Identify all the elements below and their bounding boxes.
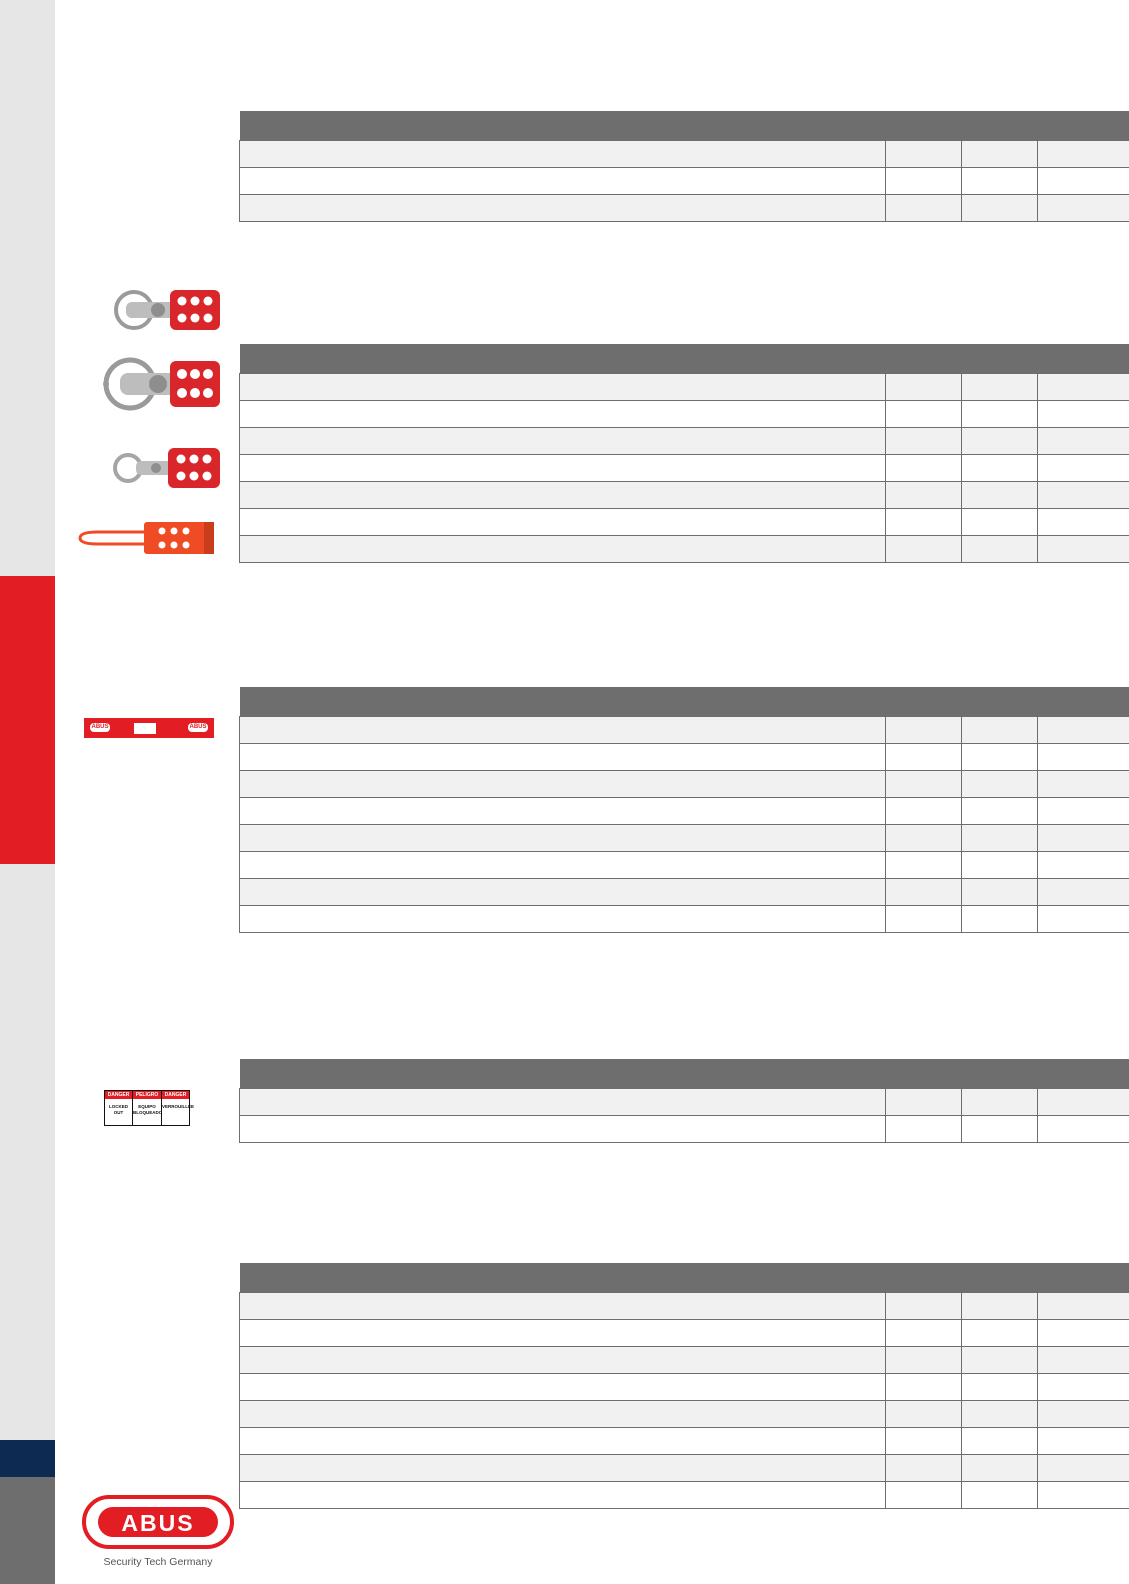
sidebar-page-marker — [0, 1440, 55, 1477]
brand-mark-left: ABUS — [91, 724, 109, 730]
spec-table-2 — [239, 344, 1129, 563]
abus-logo-icon — [82, 1495, 234, 1549]
table-row — [240, 1374, 1129, 1401]
sidebar-strip-top — [0, 0, 55, 576]
table-row — [240, 798, 1129, 825]
table-row — [240, 771, 1129, 798]
table-row — [240, 536, 1129, 563]
plastic-hasp-icon — [78, 518, 222, 558]
label-write-area — [134, 723, 156, 734]
spec-table-1 — [239, 111, 1129, 222]
table-row — [240, 168, 1129, 195]
table-row — [240, 428, 1129, 455]
table-row — [240, 455, 1129, 482]
brand-tagline: Security Tech Germany — [103, 1556, 213, 1568]
table-row — [240, 401, 1129, 428]
table-row — [240, 141, 1129, 168]
table-header — [240, 111, 1129, 141]
table-row — [240, 1320, 1129, 1347]
table-row — [240, 1401, 1129, 1428]
table-row — [240, 1116, 1129, 1143]
table-row — [240, 879, 1129, 906]
table-row — [240, 852, 1129, 879]
table-row — [240, 1089, 1129, 1116]
table-row — [240, 1347, 1129, 1374]
table-row — [240, 744, 1129, 771]
table-row — [240, 825, 1129, 852]
sidebar-strip-middle — [0, 864, 55, 1440]
tag-panel: DANGER VERROUILLÉE — [162, 1091, 189, 1125]
tag-panel: DANGER LOCKED OUT — [105, 1091, 132, 1125]
table-header — [240, 687, 1129, 717]
spec-table-5 — [239, 1263, 1129, 1509]
lockout-label-strip-icon — [84, 718, 214, 738]
sidebar-section-marker — [0, 576, 55, 864]
spec-table-3 — [239, 687, 1129, 933]
danger-tag-icon — [104, 1090, 195, 1126]
table-row — [240, 1482, 1129, 1509]
lockout-hasp-red-icon — [110, 288, 222, 332]
table-row — [240, 717, 1129, 744]
table-header — [240, 1263, 1129, 1293]
table-header — [240, 1059, 1129, 1089]
spec-table-4 — [239, 1059, 1129, 1143]
table-row — [240, 195, 1129, 222]
svg-text:ABUS: ABUS — [121, 1510, 195, 1536]
table-row — [240, 1428, 1129, 1455]
table-row — [240, 1455, 1129, 1482]
table-row — [240, 509, 1129, 536]
tag-panel: PELIGRO EQUIPO BLOQUEADO — [133, 1091, 161, 1125]
brand-mark-right: ABUS — [189, 724, 207, 730]
brand-logo — [82, 1495, 234, 1568]
table-row — [240, 374, 1129, 401]
table-row — [240, 1293, 1129, 1320]
lockout-hasp-ring-icon — [112, 446, 222, 490]
table-row — [240, 482, 1129, 509]
sidebar-strip-bottom — [0, 1477, 55, 1584]
table-header — [240, 344, 1129, 374]
table-row — [240, 906, 1129, 933]
lockout-hasp-red-icon — [100, 353, 222, 415]
